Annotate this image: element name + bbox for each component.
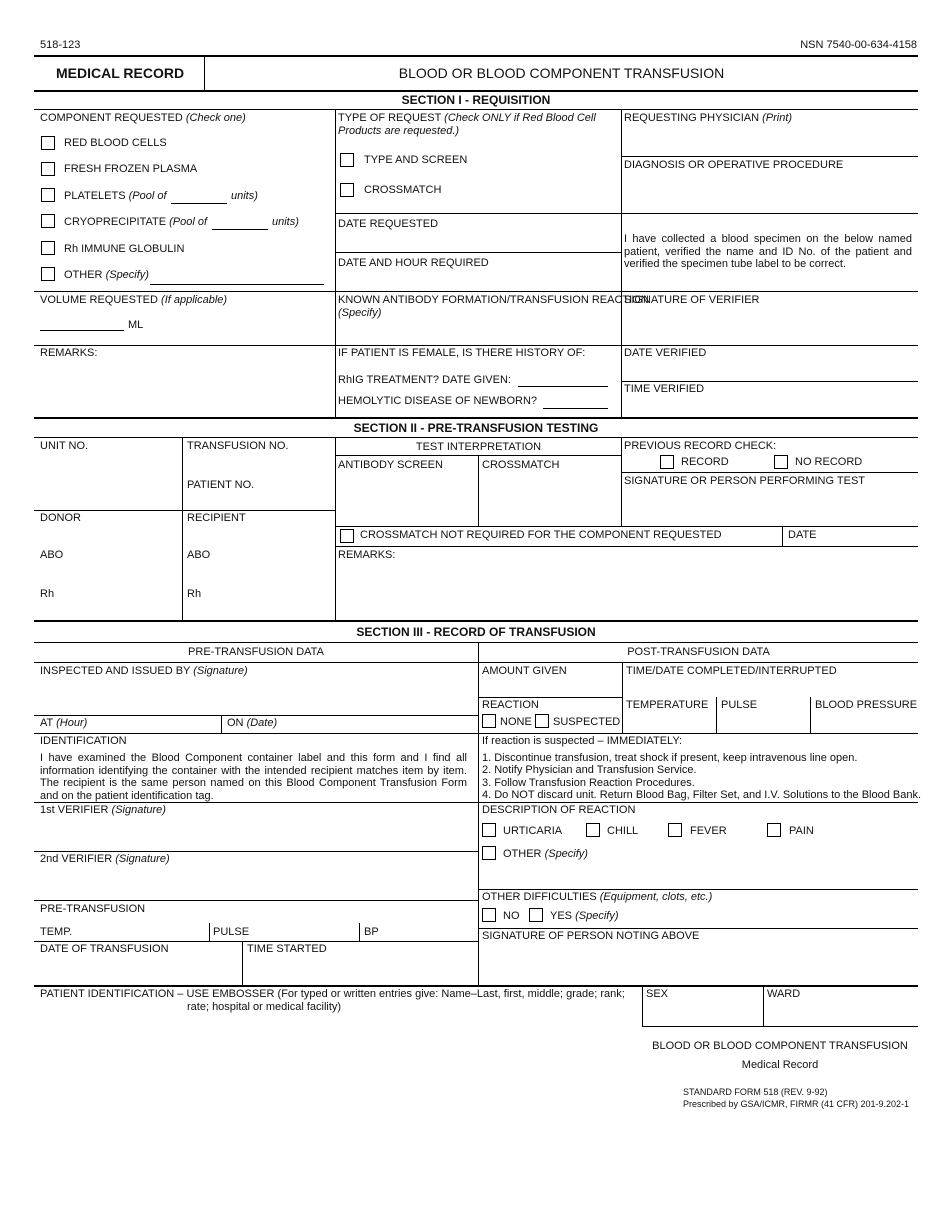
post-pulse-label: PULSE [721, 699, 758, 711]
patient-identification-line2: rate; hospital or medical facility) [187, 1001, 342, 1013]
other-reaction-label: OTHER (Specify) [503, 848, 588, 860]
first-verifier-label: 1st VERIFIER (Signature) [40, 804, 166, 816]
step-3: 3. Follow Transfusion Reaction Procedures. [482, 777, 695, 789]
pulse-label: PULSE [213, 926, 250, 938]
rule [716, 697, 717, 733]
hemolytic-field[interactable] [543, 408, 608, 409]
rule [479, 697, 622, 698]
section1-title-rule [34, 109, 918, 110]
difficulties-no-label: NO [503, 910, 520, 922]
footer-record-type: Medical Record [741, 1059, 819, 1071]
platelets-label: PLATELETS (Pool of [64, 190, 167, 202]
sex-label: SEX [646, 988, 669, 1000]
rule [479, 733, 918, 734]
rule [242, 942, 243, 985]
rh-immune-globulin-checkbox[interactable] [41, 241, 55, 255]
unit-no-label: UNIT NO. [40, 440, 89, 452]
test-interpretation-label: TEST INTERPRETATION [415, 441, 542, 453]
time-started-label: TIME STARTED [247, 943, 327, 955]
temp-label: TEMP. [40, 926, 73, 938]
rule [622, 663, 623, 733]
rhig-label: RhIG TREATMENT? DATE GIVEN: [338, 374, 511, 386]
cryoprecipitate-checkbox[interactable] [41, 214, 55, 228]
difficulties-no-checkbox[interactable] [482, 908, 496, 922]
rule [34, 802, 478, 803]
known-antibody-hint: (Specify) [338, 307, 382, 319]
platelets-units-field[interactable] [171, 203, 227, 204]
rule [479, 928, 918, 929]
volume-field[interactable] [40, 330, 124, 331]
recipient-label: RECIPIENT [187, 512, 246, 524]
donor-rh-label: Rh [40, 588, 55, 600]
pain-label: PAIN [789, 825, 814, 837]
patient-identification-line1: PATIENT IDENTIFICATION – USE EMBOSSER (For typed or written entries give: Name–Last, first, middle; grade; rank; [40, 988, 625, 1000]
diagnosis-label: DIAGNOSIS OR OPERATIVE PROCEDURE [624, 159, 844, 171]
rule [359, 923, 360, 941]
donor-label: DONOR [40, 512, 81, 524]
known-antibody-label: KNOWN ANTIBODY FORMATION/TRANSFUSION REACTION [338, 294, 649, 306]
rule [336, 526, 918, 527]
hemolytic-label: HEMOLYTIC DISEASE OF NEWBORN? [338, 395, 538, 407]
at-hour-label: AT (Hour) [40, 717, 88, 729]
pre-transfusion-data-label: PRE-TRANSFUSION DATA [188, 646, 324, 658]
other-component-label: OTHER (Specify) [64, 269, 149, 281]
time-date-completed-label: TIME/DATE COMPLETED/INTERRUPTED [626, 665, 837, 677]
step-4: 4. Do NOT discard unit. Return Blood Bag, Filter Set, and I.V. Solutions to the Blood Bank. [482, 789, 922, 801]
rule [622, 156, 918, 157]
second-verifier-label: 2nd VERIFIER (Signature) [40, 853, 170, 865]
post-transfusion-data-label: POST-TRANSFUSION DATA [627, 646, 770, 658]
urticaria-label: URTICARIA [503, 825, 563, 837]
rule [782, 527, 783, 546]
type-and-screen-label: TYPE AND SCREEN [364, 154, 468, 166]
temperature-label: TEMPERATURE [626, 699, 709, 711]
rule [642, 1026, 918, 1027]
no-record-label: NO RECORD [795, 456, 863, 468]
rule [182, 438, 183, 620]
reaction-suspected-checkbox[interactable] [535, 714, 549, 728]
rule [621, 438, 622, 526]
rh-immune-globulin-label: Rh IMMUNE GLOBULIN [64, 243, 185, 255]
date-hour-required-label: DATE AND HOUR REQUIRED [338, 257, 489, 269]
crossmatch-not-required-checkbox[interactable] [340, 529, 354, 543]
step-2: 2. Notify Physician and Transfusion Service. [482, 764, 697, 776]
female-history-label: IF PATIENT IS FEMALE, IS THERE HISTORY OF: [338, 347, 586, 359]
inspected-issued-label: INSPECTED AND ISSUED BY (Signature) [40, 665, 248, 677]
signature-verifier-label: SIGNATURE OF VERIFIER [624, 294, 760, 306]
rule [622, 213, 918, 214]
identification-label: IDENTIFICATION [40, 735, 127, 747]
red-blood-cells-label: RED BLOOD CELLS [64, 137, 167, 149]
volume-unit: ML [128, 319, 144, 331]
rule [34, 620, 918, 622]
record-checkbox[interactable] [660, 455, 674, 469]
standard-form-label: STANDARD FORM 518 (REV. 9-92) [683, 1087, 828, 1097]
signature-performing-label: SIGNATURE OR PERSON PERFORMING TEST [624, 475, 866, 487]
rule [34, 417, 918, 419]
record-type: MEDICAL RECORD [56, 65, 185, 81]
rule [34, 733, 478, 734]
footer-form-title: BLOOD OR BLOOD COMPONENT TRANSFUSION [652, 1040, 908, 1052]
crossmatch-request-checkbox[interactable] [340, 183, 354, 197]
record-label: RECORD [681, 456, 729, 468]
platelets-checkbox[interactable] [41, 188, 55, 202]
crossmatch-not-required-label: CROSSMATCH NOT REQUIRED FOR THE COMPONENT REQUESTED [360, 529, 722, 541]
rhig-date-field[interactable] [518, 386, 608, 387]
cryo-units-field[interactable] [212, 229, 268, 230]
rule [34, 715, 478, 716]
rule [478, 456, 479, 526]
crossmatch-test-label: CROSSMATCH [482, 459, 560, 471]
chill-checkbox[interactable] [586, 823, 600, 837]
rule [642, 986, 643, 1026]
form-title: BLOOD OR BLOOD COMPONENT TRANSFUSION [398, 65, 725, 81]
rule [336, 213, 621, 214]
pre-transfusion-label: PRE-TRANSFUSION [40, 903, 146, 915]
rule [335, 438, 336, 620]
signature-noting-label: SIGNATURE OF PERSON NOTING ABOVE [482, 930, 700, 942]
identification-statement: I have examined the Blood Component container label and this form and I find all information identifying the container with the intended recipient matches item by item. The recipient is the same person named on this Blood Component Transfusion Form and on the patient identification tag. [40, 752, 467, 802]
nsn-number: NSN 7540-00-634-4158 [800, 39, 917, 51]
other-component-checkbox[interactable] [41, 267, 55, 281]
rule [34, 510, 336, 511]
rule [221, 716, 222, 733]
date-label: DATE [788, 529, 817, 541]
form-number: 518-123 [40, 39, 81, 51]
type-of-request-label: TYPE OF REQUEST (Check ONLY if Red Blood Cell [338, 112, 596, 124]
rule [34, 345, 918, 346]
cryo-units-label: units) [272, 216, 299, 228]
rule [34, 941, 478, 942]
time-verified-label: TIME VERIFIED [624, 383, 705, 395]
section2-remarks-label: REMARKS: [338, 549, 396, 561]
fever-label: FEVER [690, 825, 727, 837]
other-difficulties-label: OTHER DIFFICULTIES (Equipment, clots, etc.) [482, 891, 713, 903]
date-verified-label: DATE VERIFIED [624, 347, 707, 359]
if-suspected-label: If reaction is suspected – IMMEDIATELY: [482, 735, 683, 747]
header-bottom-rule [34, 90, 918, 92]
reaction-label: REACTION [482, 699, 539, 711]
section3-title: SECTION III - RECORD OF TRANSFUSION [356, 625, 596, 639]
requesting-physician-label: REQUESTING PHYSICIAN (Print) [624, 112, 793, 124]
previous-record-check-label: PREVIOUS RECORD CHECK: [624, 440, 777, 452]
description-reaction-label: DESCRIPTION OF REACTION [482, 804, 636, 816]
bp-label: BP [364, 926, 379, 938]
top-rule [34, 55, 918, 57]
fresh-frozen-plasma-label: FRESH FROZEN PLASMA [64, 163, 198, 175]
date-of-transfusion-label: DATE OF TRANSFUSION [40, 943, 169, 955]
rule [336, 252, 621, 253]
reaction-none-label: NONE [500, 716, 532, 728]
rule [34, 662, 918, 663]
type-of-request-hint: Products are requested.) [338, 125, 460, 137]
prescribed-label: Prescribed by GSA/ICMR, FIRMR (41 CFR) 201-9.202-1 [683, 1099, 910, 1109]
rule [810, 697, 811, 733]
reaction-none-checkbox[interactable] [482, 714, 496, 728]
antibody-screen-label: ANTIBODY SCREEN [338, 459, 443, 471]
rule [34, 437, 918, 438]
rule [479, 889, 918, 890]
step-1: 1. Discontinue transfusion, treat shock if present, keep intravenous line open. [482, 752, 858, 764]
collector-statement: I have collected a blood specimen on the below named patient, verified the name and ID No. of the patient and verified the specimen tube label to be correct. [624, 233, 912, 270]
on-date-label: ON (Date) [227, 717, 278, 729]
rule [763, 986, 764, 1026]
s1-divider-1 [335, 110, 336, 417]
volume-requested-label: VOLUME REQUESTED (If applicable) [40, 294, 228, 306]
blood-pressure-label: BLOOD PRESSURE [815, 699, 918, 711]
donor-abo-label: ABO [40, 549, 64, 561]
pain-checkbox[interactable] [767, 823, 781, 837]
rule [622, 472, 918, 473]
rule [34, 291, 918, 292]
section1-title: SECTION I - REQUISITION [401, 93, 551, 107]
date-requested-label: DATE REQUESTED [338, 218, 439, 230]
component-requested-label: COMPONENT REQUESTED (Check one) [40, 112, 246, 124]
recipient-rh-label: Rh [187, 588, 202, 600]
rule [622, 381, 918, 382]
amount-given-label: AMOUNT GIVEN [482, 665, 567, 677]
other-component-field[interactable] [150, 284, 324, 285]
reaction-suspected-label: SUSPECTED [553, 716, 621, 728]
crossmatch-request-label: CROSSMATCH [364, 184, 442, 196]
rule [478, 643, 479, 985]
red-blood-cells-checkbox[interactable] [41, 136, 55, 150]
recipient-abo-label: ABO [187, 549, 211, 561]
platelets-units-label: units) [231, 190, 258, 202]
rule [34, 851, 478, 852]
rule [209, 923, 210, 941]
transfusion-no-label: TRANSFUSION NO. [187, 440, 289, 452]
section2-title: SECTION II - PRE-TRANSFUSION TESTING [353, 421, 599, 435]
urticaria-checkbox[interactable] [482, 823, 496, 837]
remarks-label: REMARKS: [40, 347, 98, 359]
fever-checkbox[interactable] [668, 823, 682, 837]
fresh-frozen-plasma-checkbox[interactable] [41, 162, 55, 176]
rule [34, 985, 918, 987]
rule [336, 546, 918, 547]
cryoprecipitate-label: CRYOPRECIPITATE (Pool of [64, 216, 208, 228]
chill-label: CHILL [607, 825, 639, 837]
difficulties-yes-checkbox[interactable] [529, 908, 543, 922]
type-and-screen-checkbox[interactable] [340, 153, 354, 167]
no-record-checkbox[interactable] [774, 455, 788, 469]
patient-no-label: PATIENT NO. [187, 479, 255, 491]
rule [34, 900, 478, 901]
rule [479, 802, 918, 803]
ward-label: WARD [767, 988, 801, 1000]
rule [34, 642, 918, 643]
other-reaction-checkbox[interactable] [482, 846, 496, 860]
difficulties-yes-label: YES (Specify) [550, 910, 619, 922]
